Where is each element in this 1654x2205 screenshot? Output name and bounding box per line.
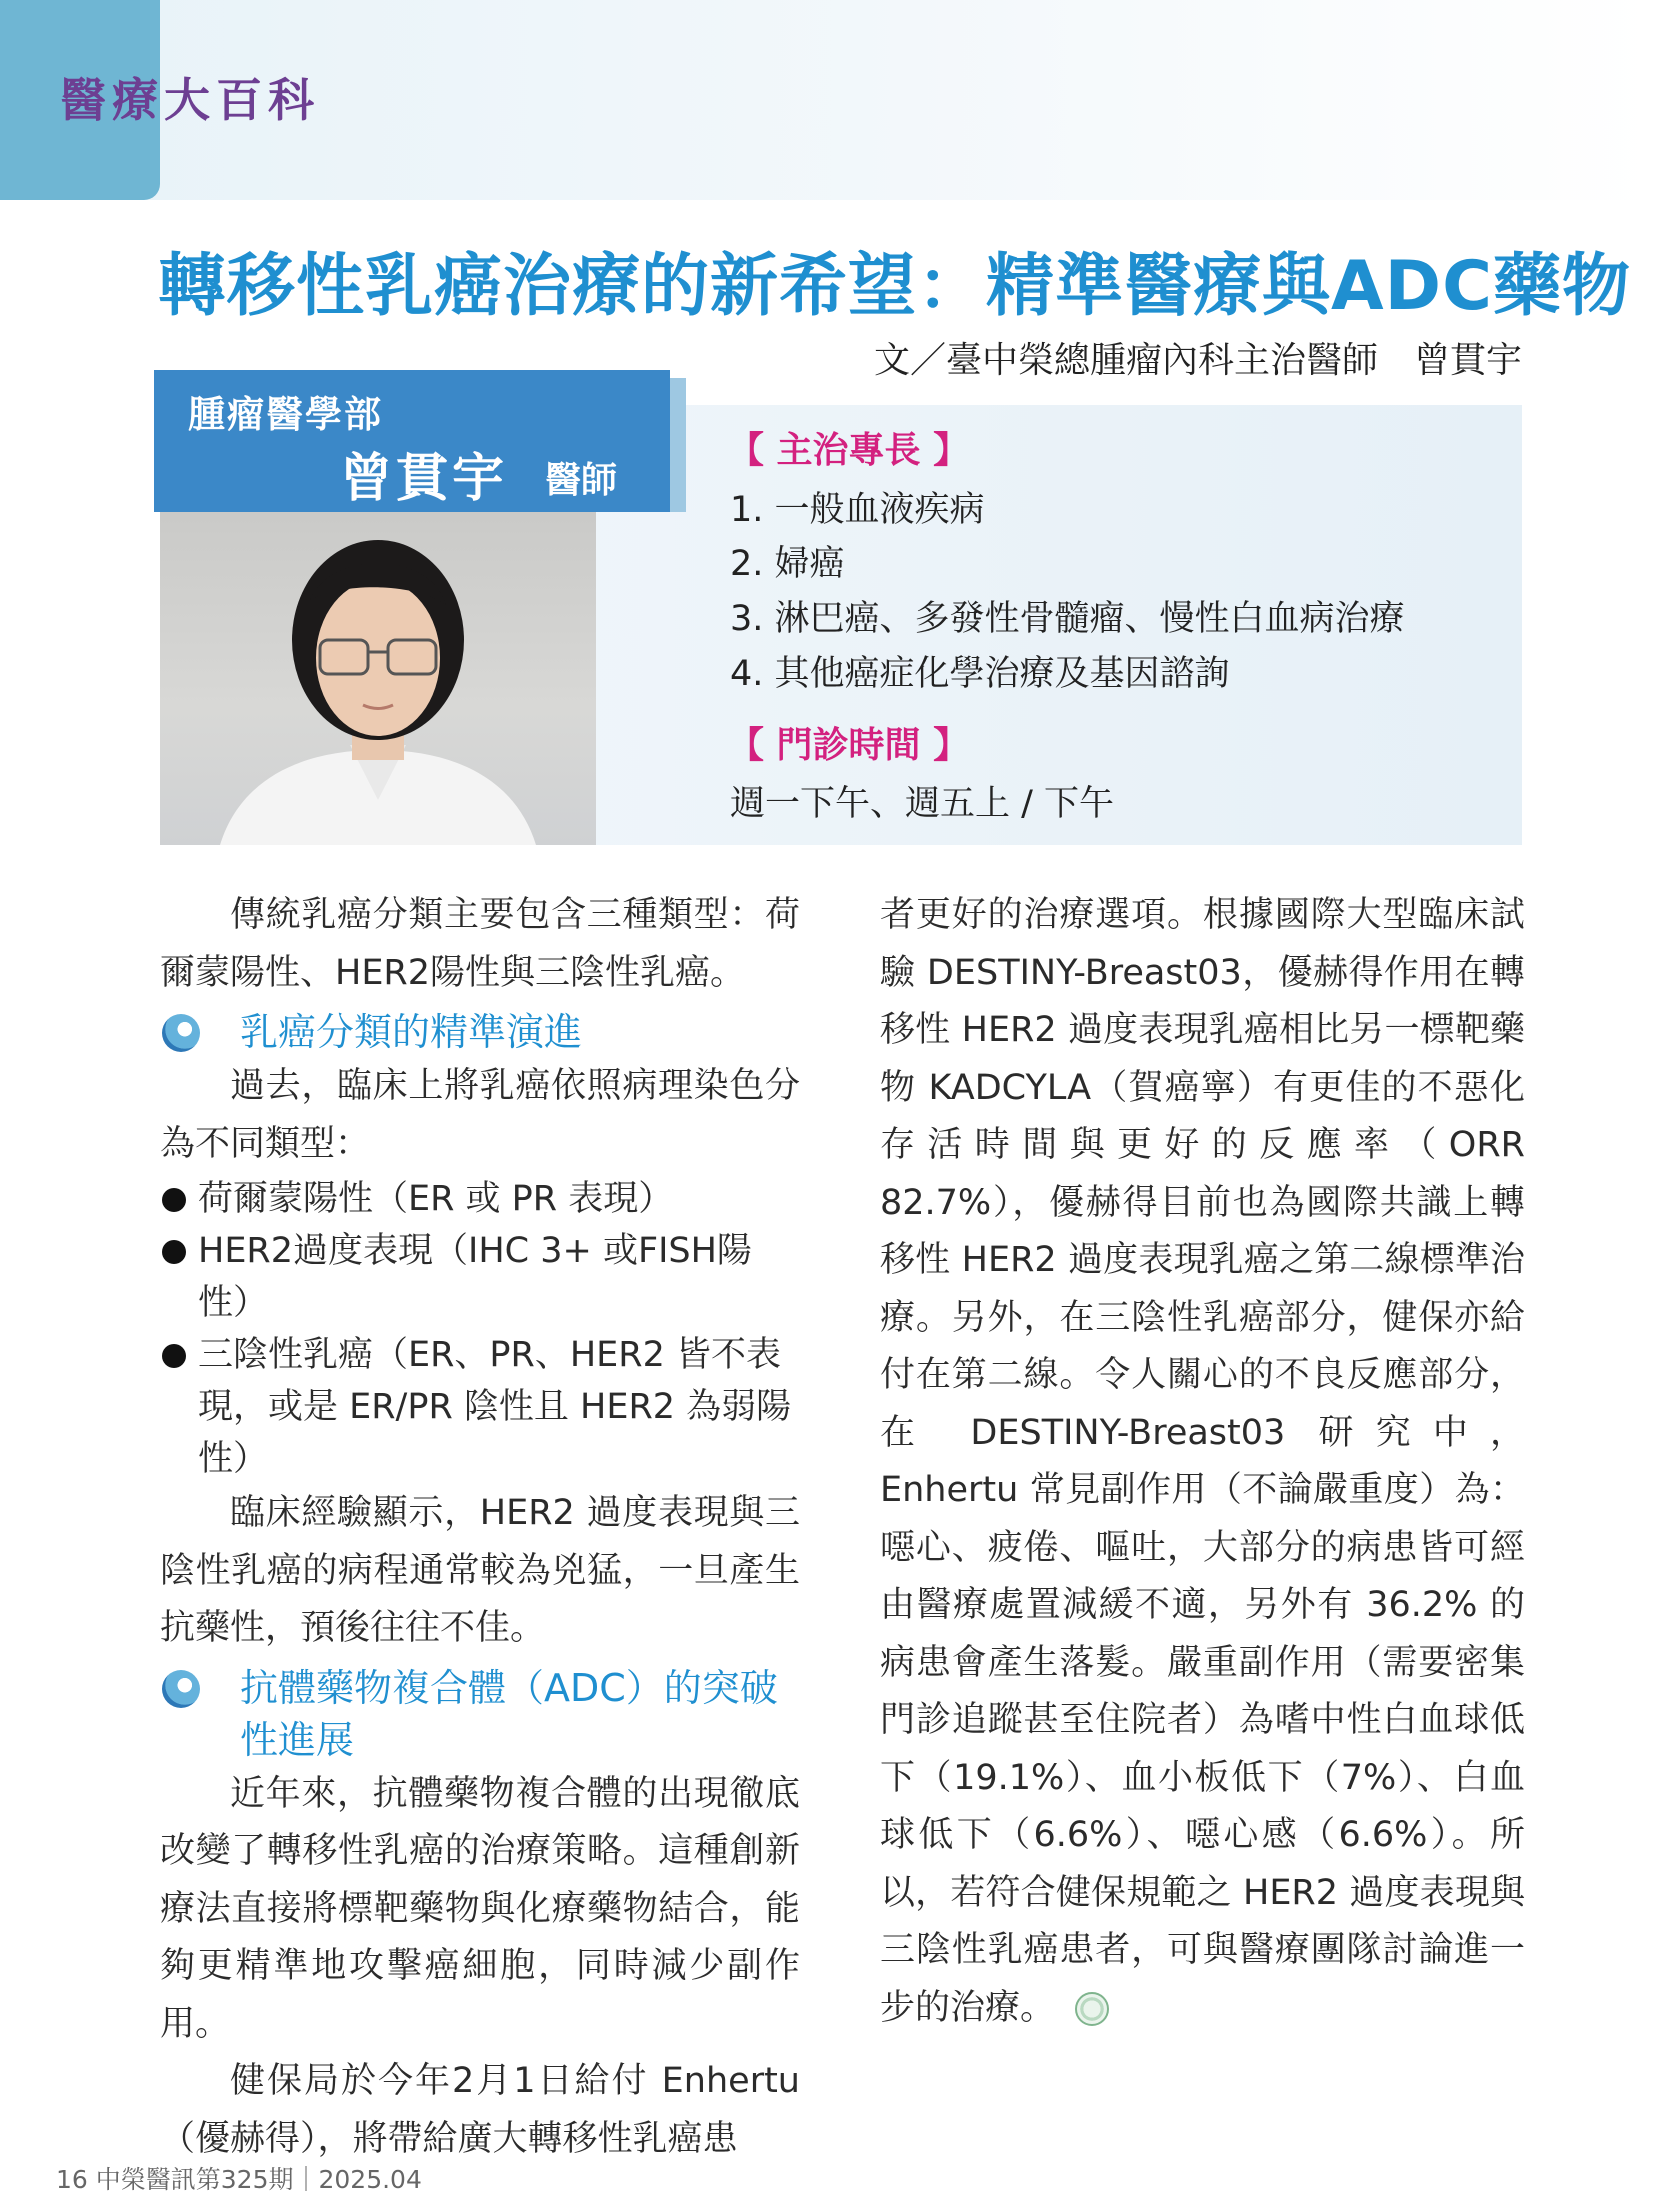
section-name: 醫療大百科 (60, 73, 320, 127)
list-item: 荷爾蒙陽性（ER 或 PR 表現） (160, 1173, 800, 1225)
specialty-item: 4. 其他癌症化學治療及基因諮詢 (730, 654, 1230, 694)
section1-paragraph-2: 臨床經驗顯示，HER2 過度表現與三陰性乳癌的病程通常較為兇猛，一旦產生抗藥性，預後往往不佳。 (160, 1493, 800, 1648)
article-title: 轉移性乳癌治療的新希望：精準醫療與ADC藥物 (158, 247, 1631, 326)
bullet-dot-icon (162, 1240, 186, 1264)
byline: 文／臺中榮總腫瘤內科主治醫師 曾貫宇 (873, 340, 1522, 381)
section2-heading (160, 1662, 800, 1766)
section2-heading-text: 抗體藥物複合體（ADC）的突破性進展 (240, 1665, 778, 1762)
section2-paragraph-2: 健保局於今年2月1日給付 Enhertu（優赫得），將帶給廣大轉移性乳癌患 (160, 2061, 800, 2159)
section1-heading (160, 1006, 800, 1058)
section-bullet-icon (162, 1670, 200, 1708)
section1-paragraph: 過去，臨床上將乳癌依照病理染色分為不同類型： (160, 1066, 800, 1164)
doctor-portrait-illustration (160, 500, 596, 845)
specialty-item: 2. 婦癌 (730, 544, 845, 584)
list-item: HER2過度表現（IHC 3+ 或FISH陽性） (160, 1225, 800, 1329)
page-footer: 16 中榮醫訊第325期｜2025.04 (56, 2165, 422, 2194)
specialty-item: 3. 淋巴癌、多發性骨髓瘤、慢性白血病治療 (730, 599, 1405, 639)
specialty-item: 1. 一般血液疾病 (730, 490, 985, 530)
bullet-dot-icon (162, 1344, 186, 1368)
right-column (880, 887, 1525, 2037)
classification-list (160, 1173, 800, 1485)
clinic-hours: 週一下午、週五上 / 下午 (730, 784, 1115, 824)
specialty-heading: 【 主治專長 】 (728, 430, 970, 471)
section1-heading-text: 乳癌分類的精準演進 (240, 1010, 583, 1054)
department-label: 腫瘤醫學部 (188, 393, 383, 436)
section2-paragraph: 近年來，抗體藥物複合體的出現徹底改變了轉移性乳癌的治療策略。這種創新療法直接將標靶藥物與化療藥物結合，能夠更精準地攻擊癌細胞，同時減少副作用。 (160, 1773, 800, 2044)
section-bullet-icon (162, 1014, 200, 1052)
right-paragraph: 者更好的治療選項。根據國際大型臨床試驗 DESTINY-Breast03，優赫得作用在轉移性 HER2 過度表現乳癌相比另一標靶藥物 KADCYLA（賀癌寧）有更佳的不惡化存活時間與更好的反應率（ORR 82.7%），優赫得目前也為國際共識上轉移性 HER2 過度表現乳癌之第二線標準治療。另外，在三陰性乳癌部分，健保亦給付在第二線。令人關心的不良反應部分，在 DESTINY-Breast03 研究中，Enhertu 常見副作用（不論嚴重度）為：噁心、疲倦、嘔吐，大部分的病患皆可經由醫療處置減緩不適，另外有 36.2% 的病患會產生落髮。嚴重副作用（需要密集門診追蹤甚至住院者）為嗜中性白血球低下（19.1%）、血小板低下（7%）、白血球低下（6.6%）、噁心感（6.6%）。所以，若符合健保規範之 HER2 過度表現與三陰性乳癌患者，可與醫療團隊討論進一步的治療。 (880, 895, 1525, 2028)
left-column (160, 887, 800, 2168)
intro-paragraph: 傳統乳癌分類主要包含三種類型：荷爾蒙陽性、HER2陽性與三陰性乳癌。 (160, 895, 800, 993)
list-item: 三陰性乳癌（ER、PR、HER2 皆不表現，或是 ER/PR 陰性且 HER2 為弱陽性） (160, 1329, 800, 1485)
clinic-heading: 【 門診時間 】 (728, 725, 970, 766)
hospital-logo-icon (1075, 1992, 1109, 2026)
doctor-photo (160, 500, 596, 845)
doctor-title: 醫師 (545, 460, 618, 501)
bullet-dot-icon (162, 1188, 186, 1212)
doctor-name: 曾貫宇 (340, 449, 509, 509)
